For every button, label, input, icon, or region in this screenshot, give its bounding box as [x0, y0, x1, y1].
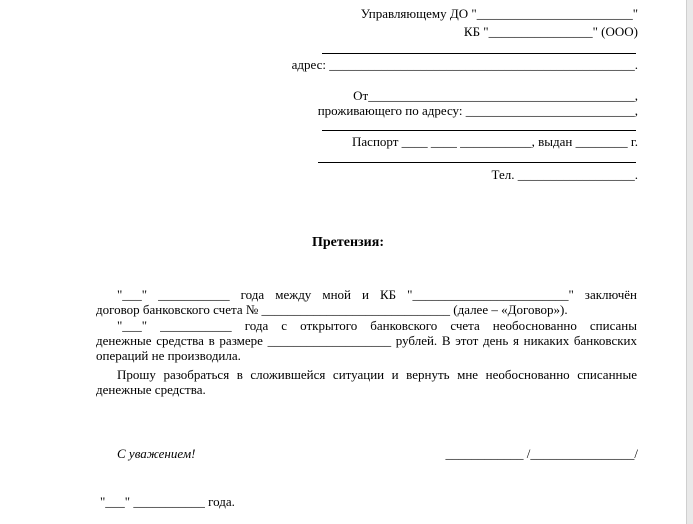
blank-line [322, 130, 636, 131]
paragraph-1-line-1: "___" ___________ года между мной и КБ "________________________" заключён [117, 287, 637, 302]
resident-line: проживающего по адресу: __________________________, [317, 103, 638, 118]
address-line: адрес: _______________________________________________. [291, 57, 638, 72]
paragraph-2-line-2: денежные средства в размере ___________________ рублей. В этот день я никаких банковских [96, 333, 637, 348]
paragraph-2-line-1: "___" ___________ года с открытого банковского счета необоснованно списаны [117, 318, 637, 333]
paragraph-2-line-3: операций не производила. [96, 348, 241, 363]
addressee-line: Управляющему ДО "________________________" [360, 6, 638, 21]
bank-line: КБ "________________" (ООО) [463, 24, 638, 39]
window-edge [686, 0, 693, 524]
date-line: "___" ___________ года. [100, 494, 235, 509]
from-line: От_________________________________________, [353, 88, 638, 103]
passport-line: Паспорт ____ ____ ___________, выдан ________ г. [352, 134, 638, 149]
phone-line: Тел. __________________. [491, 167, 638, 182]
blank-line [322, 53, 636, 54]
paragraph-3-line-2: денежные средства. [96, 382, 206, 397]
paragraph-3-line-1: Прошу разобраться в сложившейся ситуации и вернуть мне необоснованно списанные [117, 367, 637, 382]
signature-line: ____________ /________________/ [445, 446, 638, 461]
regards-text: С уважением! [117, 446, 196, 461]
document-title: Претензия: [312, 235, 384, 250]
blank-line [318, 162, 636, 163]
paragraph-1-line-2: договор банковского счета № _____________________________ (далее – «Договор»). [96, 302, 568, 317]
